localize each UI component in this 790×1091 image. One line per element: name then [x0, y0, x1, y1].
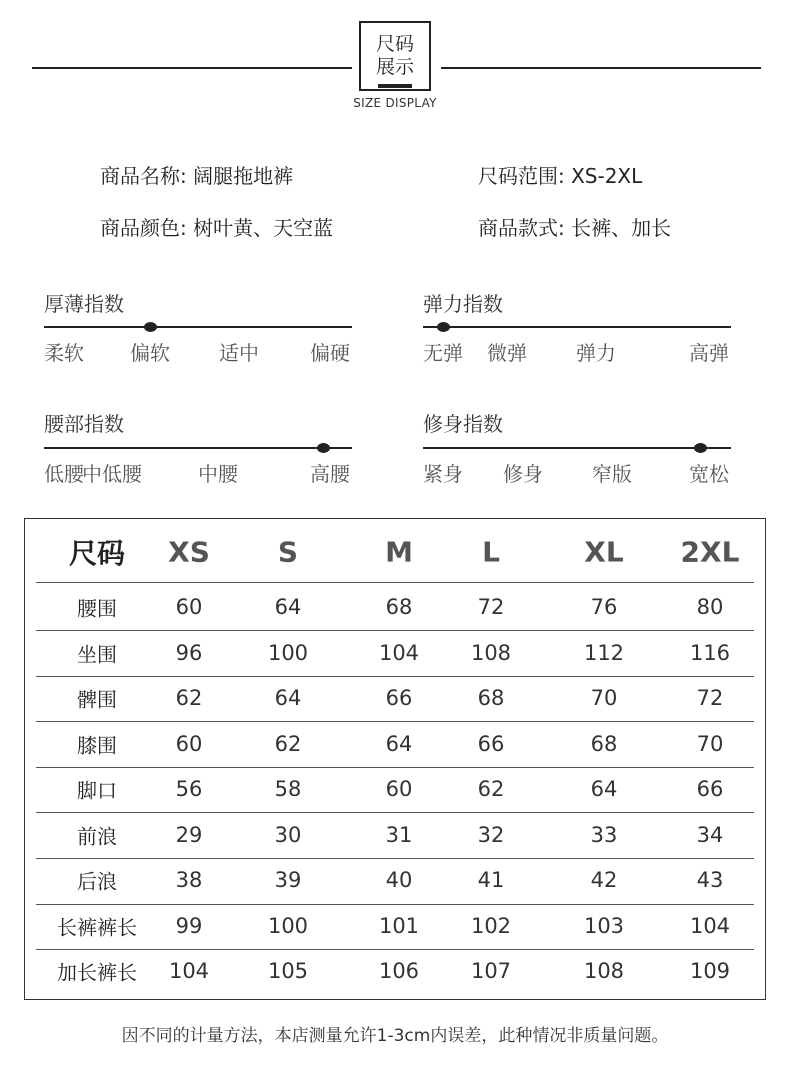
table-cell: 105 — [267, 959, 309, 983]
table-cell: 38 — [175, 868, 203, 892]
table-cell: 76 — [590, 595, 618, 619]
product-name: 商品名称: 阔腿拖地裤 — [100, 164, 294, 188]
table-row-label: 后浪 — [77, 869, 117, 894]
table-cell: 70 — [696, 732, 724, 756]
page-subtitle: SIZE DISPLAY — [353, 96, 437, 110]
table-cell: 112 — [583, 641, 625, 665]
table-cell: 58 — [274, 777, 302, 801]
table-cell: 64 — [590, 777, 618, 801]
table-row-divider — [36, 949, 754, 950]
table-cell: 72 — [696, 686, 724, 710]
scale-option: 高弹 — [689, 341, 729, 365]
scale-option: 弹力 — [576, 341, 616, 365]
scale-option: 低腰 — [44, 462, 84, 486]
table-cell: 62 — [175, 686, 203, 710]
page-title-line: 尺码 — [375, 33, 414, 55]
measurement-note: 因不同的计量方法，本店测量允许1-3cm内误差，此种情况非质量问题。 — [121, 1026, 669, 1046]
table-row-label: 脚口 — [77, 778, 117, 803]
table-row-divider — [36, 812, 754, 813]
table-cell: 62 — [274, 732, 302, 756]
table-cell: 96 — [175, 641, 203, 665]
table-row-label: 坐围 — [77, 642, 117, 667]
table-header-cell: XS — [168, 535, 210, 569]
table-row-divider — [36, 904, 754, 905]
table-cell: 68 — [477, 686, 505, 710]
table-cell: 72 — [477, 595, 505, 619]
table-cell: 70 — [590, 686, 618, 710]
table-row-divider — [36, 858, 754, 859]
table-cell: 64 — [274, 595, 302, 619]
scale-track — [423, 447, 731, 449]
table-header-cell: L — [482, 535, 500, 569]
scale-option: 中腰 — [198, 462, 238, 486]
header-rule-right — [441, 67, 761, 69]
scale-option: 紧身 — [423, 462, 463, 486]
table-row-divider — [36, 582, 754, 583]
scale-option: 高腰 — [310, 462, 350, 486]
scale-option: 柔软 — [44, 341, 84, 365]
table-row-divider — [36, 630, 754, 631]
table-cell: 107 — [470, 959, 512, 983]
table-cell: 116 — [689, 641, 731, 665]
scale-track — [423, 326, 731, 328]
table-header-cell: 2XL — [680, 535, 740, 569]
scale-title: 厚薄指数 — [44, 292, 124, 316]
table-row-divider — [36, 767, 754, 768]
table-cell: 42 — [590, 868, 618, 892]
table-cell: 39 — [274, 868, 302, 892]
title-underline — [378, 84, 412, 88]
table-cell: 106 — [378, 959, 420, 983]
table-cell: 68 — [590, 732, 618, 756]
table-cell: 60 — [175, 732, 203, 756]
table-cell: 64 — [385, 732, 413, 756]
table-row-divider — [36, 676, 754, 677]
page-title — [361, 33, 429, 79]
table-cell: 104 — [168, 959, 210, 983]
scale-option: 窄版 — [592, 462, 632, 486]
table-cell: 56 — [175, 777, 203, 801]
table-header-cell: M — [385, 535, 413, 569]
table-cell: 80 — [696, 595, 724, 619]
scale-marker — [144, 322, 157, 332]
table-cell: 103 — [583, 914, 625, 938]
table-row-label: 长裤裤长 — [57, 915, 137, 940]
table-row-label: 膝围 — [77, 733, 117, 758]
table-cell: 101 — [378, 914, 420, 938]
scale-track — [44, 326, 352, 328]
table-row-label: 腰围 — [77, 596, 117, 621]
scale-option: 偏硬 — [310, 341, 350, 365]
scale-option: 中低腰 — [82, 462, 142, 486]
header-rule-left — [32, 67, 352, 69]
table-cell: 30 — [274, 823, 302, 847]
page-title-line: 展示 — [375, 56, 414, 78]
scale-marker — [694, 443, 707, 453]
table-cell: 62 — [477, 777, 505, 801]
scale-title: 修身指数 — [423, 412, 503, 436]
scale-option: 宽松 — [689, 462, 729, 486]
table-cell: 109 — [689, 959, 731, 983]
title-box — [359, 21, 431, 91]
table-cell: 108 — [583, 959, 625, 983]
scale-marker — [317, 443, 330, 453]
size-range: 尺码范围: XS-2XL — [478, 164, 643, 188]
table-cell: 104 — [378, 641, 420, 665]
table-row-divider — [36, 721, 754, 722]
table-row-label: 加长裤长 — [57, 960, 137, 985]
scale-option: 偏软 — [130, 341, 170, 365]
table-cell: 100 — [267, 914, 309, 938]
scale-marker — [437, 322, 450, 332]
table-cell: 104 — [689, 914, 731, 938]
table-cell: 108 — [470, 641, 512, 665]
table-cell: 31 — [385, 823, 413, 847]
scale-option: 适中 — [219, 341, 259, 365]
scale-option: 微弹 — [487, 341, 527, 365]
table-cell: 66 — [477, 732, 505, 756]
scale-track — [44, 447, 352, 449]
table-cell: 43 — [696, 868, 724, 892]
table-row-label: 髀围 — [77, 687, 117, 712]
table-cell: 60 — [385, 777, 413, 801]
table-cell: 40 — [385, 868, 413, 892]
table-cell: 29 — [175, 823, 203, 847]
table-row-label: 前浪 — [77, 824, 117, 849]
table-cell: 32 — [477, 823, 505, 847]
product-color: 商品颜色: 树叶黄、天空蓝 — [100, 216, 334, 240]
table-cell: 68 — [385, 595, 413, 619]
scale-title: 腰部指数 — [44, 412, 124, 436]
table-cell: 33 — [590, 823, 618, 847]
table-cell: 99 — [175, 914, 203, 938]
table-cell: 34 — [696, 823, 724, 847]
table-cell: 66 — [696, 777, 724, 801]
product-style: 商品款式: 长裤、加长 — [478, 216, 672, 240]
scale-option: 修身 — [503, 462, 543, 486]
scale-title: 弹力指数 — [423, 292, 503, 316]
table-cell: 64 — [274, 686, 302, 710]
table-cell: 66 — [385, 686, 413, 710]
table-header-cell: 尺码 — [68, 537, 126, 570]
table-cell: 100 — [267, 641, 309, 665]
scale-option: 无弹 — [423, 341, 463, 365]
table-header-cell: S — [277, 535, 299, 569]
table-cell: 60 — [175, 595, 203, 619]
table-cell: 102 — [470, 914, 512, 938]
table-cell: 41 — [477, 868, 505, 892]
table-header-cell: XL — [584, 535, 624, 569]
